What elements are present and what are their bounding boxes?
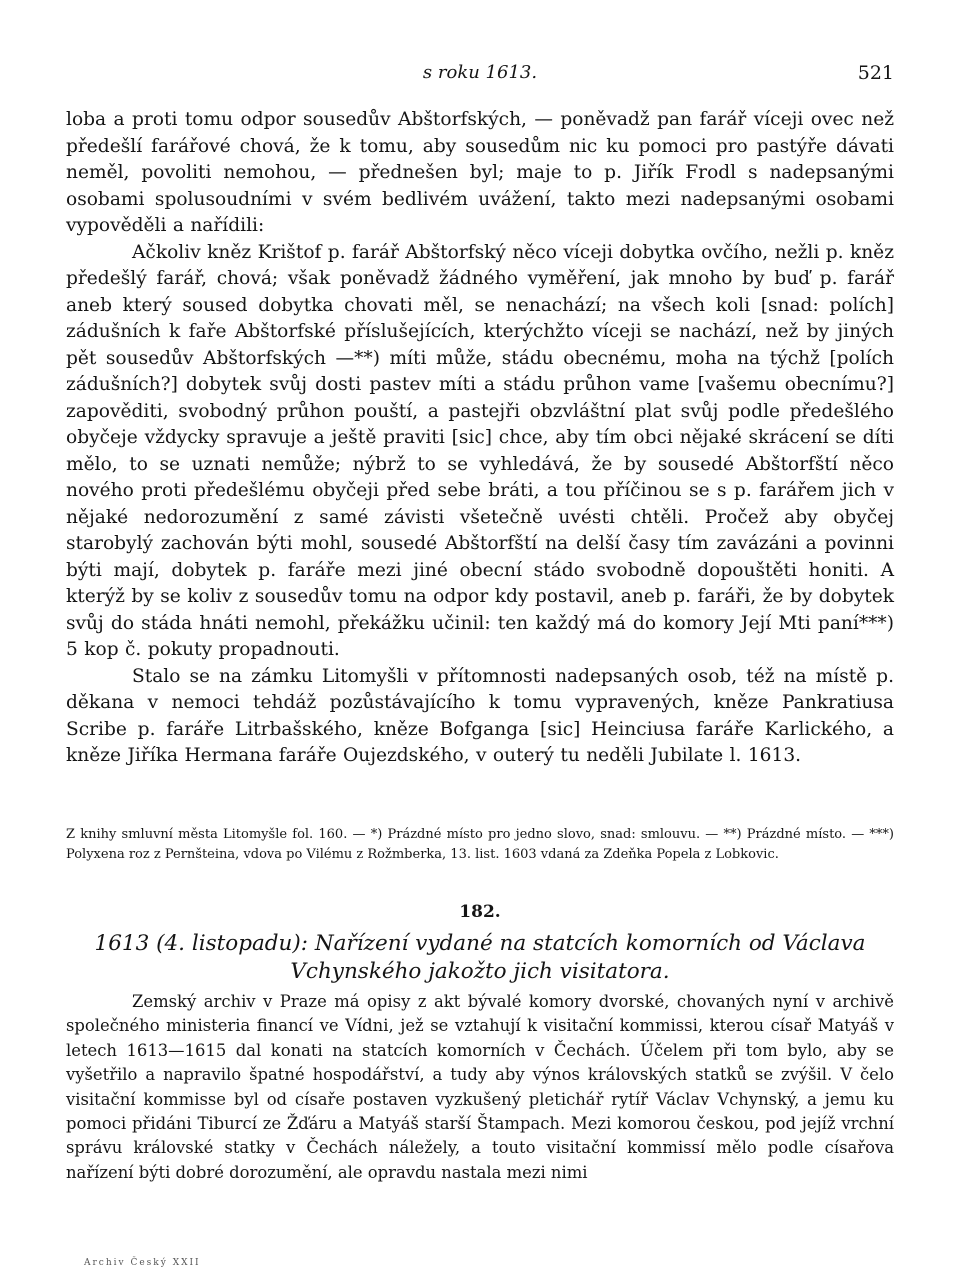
document-title: 1613 (4. listopadu): Nařízení vydané na statcích komorních od Václava Vchynského jakožto jich visitatora.	[94, 931, 866, 984]
page-header	[66, 60, 894, 86]
paragraph: Ačkoliv kněz Krištof p. farář Abštorfský něco víceji dobytka ovčího, nežli p. kněz předešlý farář, chová; však poněvadž žádného vyměření, jak mnoho by buď p. farář aneb který soused dobytka chovati měl, se nenachází; na všech koli [snad: polích] zádušních k faře Abštorfské příslušejících, kterýchžto víceji se nachází, než by jiných pět sousedův Abštorfských —**) míti může, stádu obecnému, moha na týchž [polích zádušních?] dobytek svůj dosti pastev míti a stádu průhon vame [vašemu obecnímu?] zapověditi, svobodný průhon pouští, a pastejři obzvláštní plat svůj podle předešlého obyčeje vždycky spravuje a ještě praviti [sic] chce, aby tím obci nějaké skrácení se díti mělo, to se uznati nemůže; nýbrž to se vyhledává, že by sousedé Abštorfští něco nového proti předešlému obyčeji před sebe bráti, a tou příčinou se s p. farářem jich v nějaké nedorozumění z samé závisti všetečně uvésti chtěli. Pročež aby obyčej starobylý zachován býti mohl, sousedé Abštorfští na delší časy tím zavázáni a povinni býti mají, dobytek p. faráře mezi jiné obecní stádo svobodně dopouštěti honiti. A kterýž by se koliv z sousedův tomu na odpor kdy postavil, aneb p. faráři, že by dobytek svůj do stáda hnáti nemohl, překážku učinil: ten každý má do komory Její Mti paní***) 5 kop č. pokuty propadnouti.	[66, 241, 894, 660]
document-text	[66, 990, 894, 1185]
main-text	[66, 107, 894, 770]
signature-line: Archiv Český XXII	[84, 1258, 201, 1268]
document-number: 182.	[459, 902, 501, 922]
page-number: 521	[857, 62, 894, 84]
paragraph: Stalo se na zámku Litomyšli v přítomnosti nadepsaných osob, též na místě p. děkana v nemoci tehdáž pozůstávajícího k tomu vypravených, kněze Pankratiusa Scribe p. faráře Litrbašského, kněze Bofganga [sic] Heinciusa faráře Karlického, a kněze Jiříka Hermana faráře Oujezdského, v outerý tu neděli Jubilate l. 1613.	[66, 665, 894, 766]
paragraph: Zemský archiv v Praze má opisy z akt bývalé komory dvorské, chovaných nyní v archivě společného ministeria financí ve Vídni, jež se vztahují k visitační kommissi, kterou císař Matyáš v letech 1613—1615 dal konati na statcích komorních v Čechách. Účelem při tom bylo, aby se vyšetřilo a napravilo špatné hospodářství, a tudy aby výnos královských statků se zvýšil. V čelo visitační kommisse byl od císaře postaven vyzkušený pletichář rytíř Václav Vchynský, a jemu ku pomoci přidáni Tiburcí ze Žďáru a Matyáš starší Štampach. Mezi komorou českou, pod jejíž vrchní správu královské statky v Čechách náležely, a touto visitační kommissí mělo podle císařova nařízení býti dobré dorozumění, ale opravdu nastala mezi nimi	[66, 992, 894, 1182]
footnotes: Z knihy smluvní města Litomyšle fol. 160. — *) Prázdné místo pro jedno slovo, snad: smlouvu. — **) Prázdné místo. — ***) Polyxena roz z Pernšteina, vdova po Vilému z Rožmberka, 13. list. 1603 vdaná za Zdeňka Popela z Lobkovic.	[66, 827, 894, 862]
paragraph: loba a proti tomu odpor sousedův Abštorfských, — poněvadž pan farář víceji ovec než předešlí farářové chová, že k tomu, aby sousedům nic ku pomoci pro pastýře dávati neměl, povoliti nemohou, — přednešen byl; maje to p. Jiřík Frodl s nadepsanými osobami spolusoudními v svém bedlivém uvážení, takto mezi nadepsanými osobami vypověděli a nařídili:	[66, 109, 894, 236]
running-head: s roku 1613.	[422, 62, 538, 83]
